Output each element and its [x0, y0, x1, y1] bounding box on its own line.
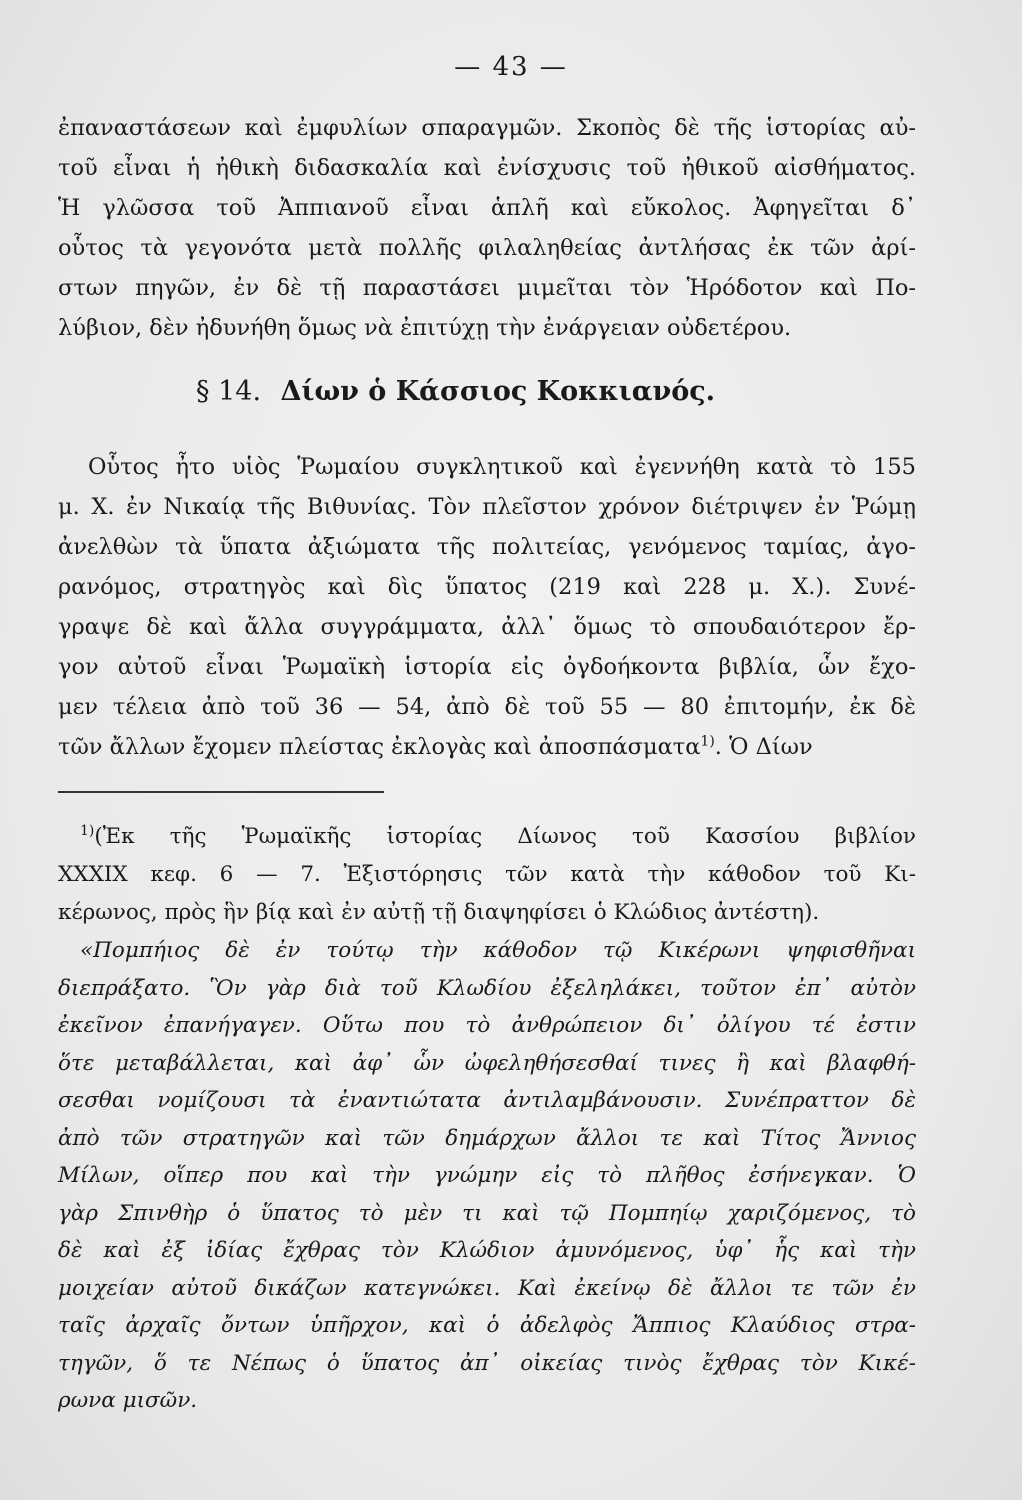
quote-line: ρωνα μισῶν.	[58, 1388, 198, 1413]
quote-line: ἐκεῖνον ἐπανήγαγεν. Οὕτω που τὸ ἀνθρώπειον δι᾽ ὀλίγου τέ ἐστιν	[58, 1013, 916, 1038]
text-line: τοῦ εἶναι ἡ ἠθικὴ διδασκαλία καὶ ἐνίσχυσις τοῦ ἠθικοῦ αἰσθήματος.	[58, 155, 916, 181]
text-line	[58, 818, 916, 856]
quote-line: ὅτε μεταβάλλεται, καὶ ἀφ᾽ ὧν ὠφεληθήσεσθαί τινες ἢ καὶ βλαφθή-	[58, 1050, 916, 1076]
text-line: XXXIX κεφ. 6 — 7. Ἐξιστόρησις τῶν κατὰ τὴν κάθοδον τοῦ Κι-	[58, 862, 916, 887]
footnote	[58, 818, 916, 1420]
text-segment: (Ἐκ τῆς Ῥωμαϊκῆς ἱστορίας Δίωνος τοῦ Κασσίου βιβλίον	[94, 824, 916, 849]
section-number: § 14.	[196, 376, 262, 407]
text-line: γραψε δὲ καὶ ἄλλα συγγράμματα, ἀλλ᾽ ὅμως τὸ σπουδαιότερον ἔρ-	[58, 614, 916, 640]
text-line: μ. Χ. ἐν Νικαίᾳ τῆς Βιθυνίας. Τὸν πλεῖστον χρόνον διέτριψεν ἐν Ῥώμῃ	[58, 494, 916, 520]
text-line: ἀνελθὼν τὰ ὕπατα ἀξιώματα τῆς πολιτείας, γενόμενος ταμίας, ἀγο-	[58, 534, 916, 560]
footnote-rule	[58, 791, 384, 793]
text-segment: . Ὁ Δίων	[714, 734, 813, 760]
text-line: οὗτος τὰ γεγονότα μετὰ πολλῆς φιλαληθείας ἀντλήσας ἐκ τῶν ἀρί-	[58, 235, 916, 261]
text-line: στων πηγῶν, ἐν δὲ τῇ παραστάσει μιμεῖται τὸν Ἡρόδοτον καὶ Πο-	[58, 275, 916, 301]
text-line: λύβιον, δὲν ἠδυνήθη ὅμως νὰ ἐπιτύχῃ τὴν ἐνάργειαν οὐδετέρου.	[58, 315, 792, 341]
text-line	[58, 727, 916, 767]
page-number: — 43 —	[454, 52, 568, 82]
text-line: Ἡ γλῶσσα τοῦ Ἀππιανοῦ εἶναι ἁπλῆ καὶ εὔκολος. Ἀφηγεῖται δ᾽	[58, 195, 916, 221]
quote-line: σεσθαι νομίζουσι τὰ ἐναντιώτατα ἀντιλαμβάνουσιν. Συνέπραττον δὲ	[58, 1088, 916, 1113]
quote-line: «Πομπήιος δὲ ἐν τούτῳ τὴν κάθοδον τῷ Κικέρωνι ψηφισθῆναι	[80, 938, 916, 963]
text-line: κέρωνος, πρὸς ἣν βίᾳ καὶ ἐν αὐτῇ τῇ διαψηφίσει ὁ Κλώδιος ἀντέστη).	[58, 900, 820, 925]
quote-line: διεπράξατο. Ὃν γὰρ διὰ τοῦ Κλωδίου ἐξεληλάκει, τοῦτον ἐπ᾽ αὐτὸν	[58, 975, 916, 1001]
section-heading	[196, 376, 836, 407]
text-segment: τῶν ἄλλων ἔχομεν πλείστας ἐκλογὰς καὶ ἀποσπάσματα	[58, 734, 701, 760]
intro-paragraph	[58, 108, 916, 348]
quote-line: δὲ καὶ ἐξ ἰδίας ἔχθρας τὸν Κλώδιον ἀμυνόμενος, ὑφ᾽ ἧς καὶ τὴν	[58, 1238, 916, 1263]
footnote-reference: 1)	[700, 733, 715, 750]
quote-line: Μίλων, οἵπερ που καὶ τὴν γνώμην εἰς τὸ πλῆθος ἐσήνεγκαν. Ὁ	[58, 1163, 916, 1188]
quote-line: γὰρ Σπινθὴρ ὁ ὕπατος τὸ μὲν τι καὶ τῷ Πομπηίῳ χαριζόμενος, τὸ	[58, 1200, 916, 1226]
quote-line: ταῖς ἀρχαῖς ὄντων ὑπῆρχον, καὶ ὁ ἀδελφὸς Ἄππιος Κλαύδιος στρα-	[58, 1313, 916, 1338]
text-line: ἐπαναστάσεων καὶ ἐμφυλίων σπαραγμῶν. Σκοπὸς δὲ τῆς ἱστορίας αὐ-	[58, 115, 916, 141]
text-line: γον αὐτοῦ εἶναι Ῥωμαϊκὴ ἱστορία εἰς ὀγδοήκοντα βιβλία, ὧν ἔχο-	[58, 654, 916, 680]
text-line: μεν τέλεια ἀπὸ τοῦ 36 — 54, ἀπὸ δὲ τοῦ 55 — 80 ἐπιτομήν, ἐκ δὲ	[58, 694, 916, 720]
text-line: Οὗτος ἦτο υἱὸς Ῥωμαίου συγκλητικοῦ καὶ ἐγεννήθη κατὰ τὸ 155	[88, 454, 916, 480]
footnote-marker: 1)	[80, 822, 95, 839]
text-line: ρανόμος, στρατηγὸς καὶ δὶς ὕπατος (219 καὶ 228 μ. Χ.). Συνέ-	[58, 574, 916, 600]
body-paragraph	[58, 447, 916, 767]
quote-line: τηγῶν, ὅ τε Νέπως ὁ ὕπατος ἀπ᾽ οἰκείας τινὸς ἔχθρας τὸν Κικέ-	[58, 1350, 916, 1376]
section-title: Δίων ὁ Κάσσιος Κοκκιανός.	[280, 376, 716, 407]
quote-line: ἀπὸ τῶν στρατηγῶν καὶ τῶν δημάρχων ἄλλοι τε καὶ Τίτος Ἄννιος	[58, 1125, 916, 1151]
quote-line: μοιχείαν αὐτοῦ δικάζων κατεγνώκει. Καὶ ἐκείνῳ δὲ ἄλλοι τε τῶν ἐν	[58, 1275, 916, 1301]
